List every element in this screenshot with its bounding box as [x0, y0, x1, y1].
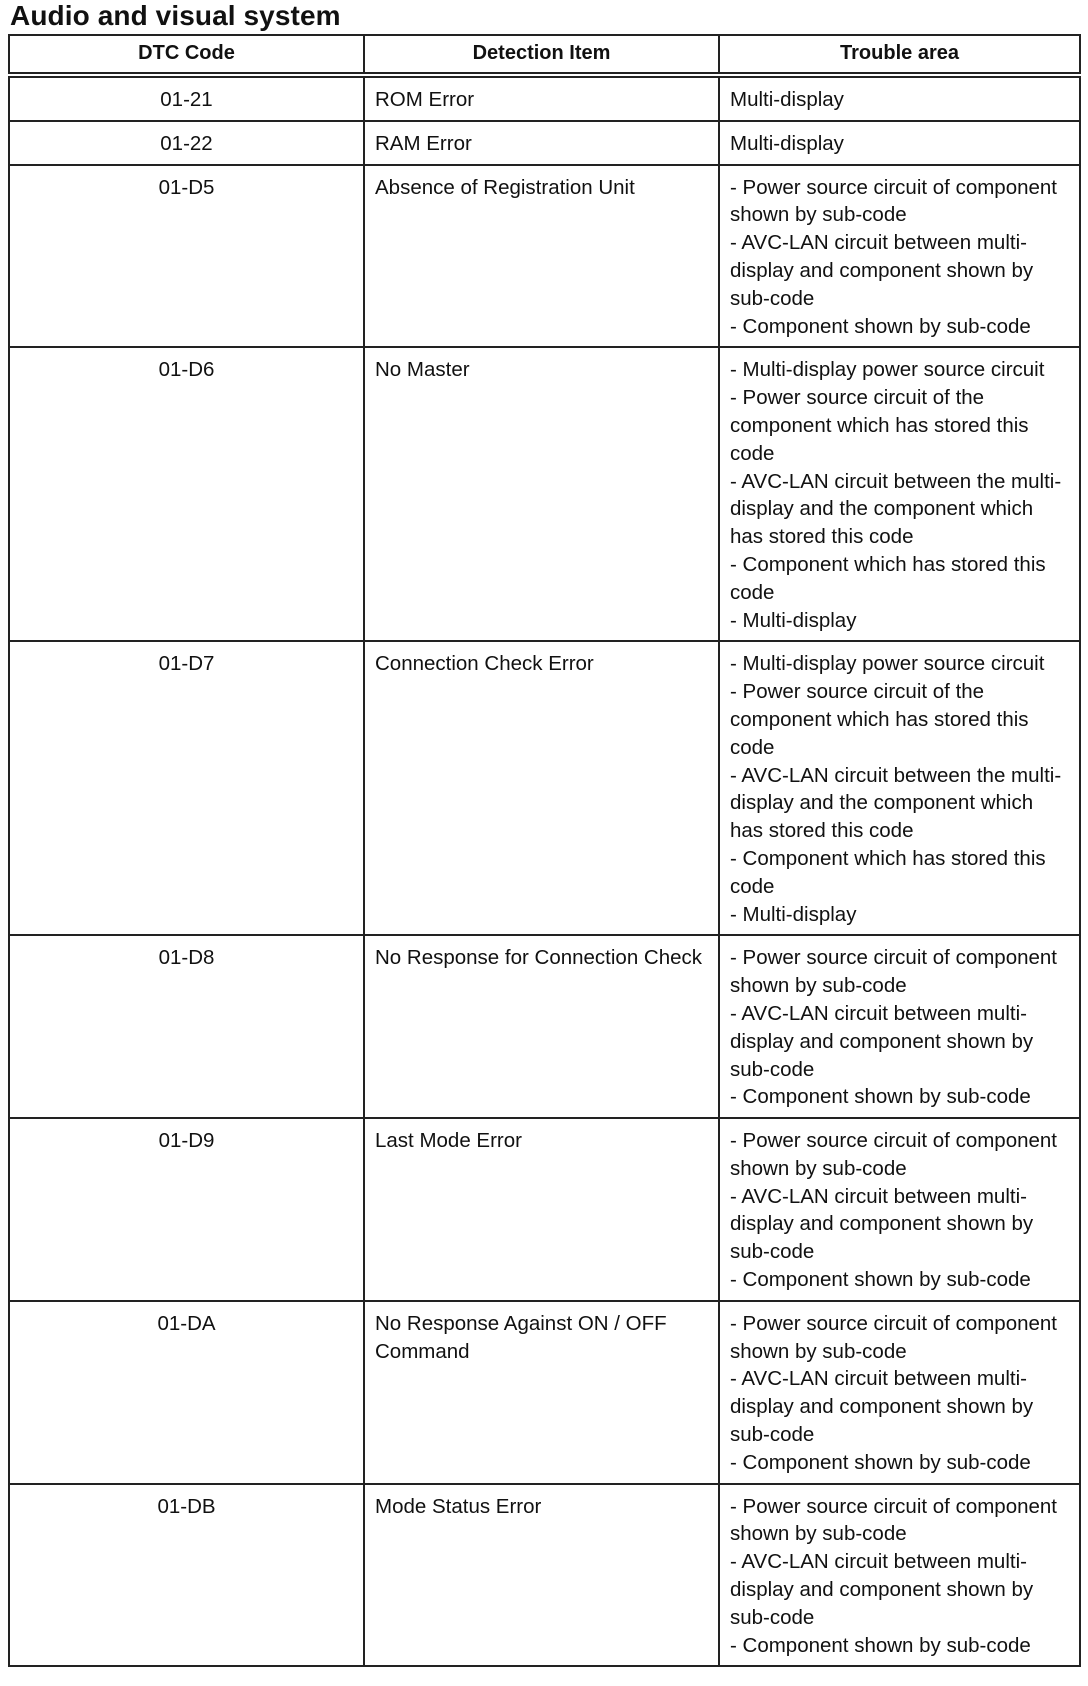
trouble-area-cell — [719, 121, 1080, 165]
table-row — [9, 121, 1080, 165]
dtc-code-cell: 01-21 — [9, 75, 364, 121]
header-detection-item: Detection Item — [364, 35, 719, 75]
dtc-code-cell: 01-D5 — [9, 165, 364, 348]
trouble-area-entry: - Component which has stored this code — [730, 846, 1046, 898]
trouble-area-entry: - Component shown by sub-code — [730, 1085, 1031, 1109]
trouble-area-entry: Multi-display — [730, 88, 844, 111]
dtc-code-cell: 01-D9 — [9, 1118, 364, 1301]
trouble-area-entry: - Power source circuit of component shown by sub-code — [730, 175, 1057, 227]
trouble-area-entry: - Component which has stored this code — [730, 552, 1046, 604]
trouble-area-entry: - Multi-display power source circuit — [730, 652, 1045, 676]
table-row — [9, 1301, 1080, 1484]
table-row — [9, 935, 1080, 1118]
trouble-area-entry: - Multi-display power source circuit — [730, 358, 1045, 382]
trouble-area-entry: - AVC-LAN circuit between the multi-display and the component which has stored this code — [730, 763, 1062, 843]
trouble-area-entry: - AVC-LAN circuit between multi-display and component shown by sub-code — [730, 1184, 1034, 1264]
trouble-area-cell — [719, 1118, 1080, 1301]
trouble-area-entry: - Power source circuit of the component which has stored this code — [730, 680, 1029, 759]
trouble-area-entry: - AVC-LAN circuit between multi-display and component shown by sub-code — [730, 1001, 1034, 1081]
trouble-area-entry: - AVC-LAN circuit between the multi-display and the component which has stored this code — [730, 469, 1062, 549]
detection-item-cell: No Response for Connection Check — [364, 935, 719, 1118]
trouble-area-entry: Multi-display — [730, 131, 844, 155]
trouble-area-entry: - Component shown by sub-code — [730, 1268, 1031, 1292]
trouble-area-entry: - Component shown by sub-code — [730, 1450, 1031, 1474]
dtc-table — [8, 34, 1081, 1667]
trouble-area-cell — [719, 1301, 1080, 1484]
detection-item-cell: RAM Error — [364, 121, 719, 165]
header-trouble-area: Trouble area — [719, 35, 1080, 75]
trouble-area-entry: - Component shown by sub-code — [730, 1633, 1031, 1657]
dtc-code-cell: 01-DA — [9, 1301, 364, 1484]
detection-item-cell: No Master — [364, 347, 719, 641]
table-row — [9, 165, 1080, 348]
dtc-code-cell: 01-D8 — [9, 935, 364, 1118]
dtc-code-cell: 01-DB — [9, 1484, 364, 1667]
table-row — [9, 75, 1080, 121]
trouble-area-entry: - Multi-display — [730, 902, 857, 926]
trouble-area-entry: - Power source circuit of component shown by sub-code — [730, 1129, 1057, 1180]
trouble-area-entry: - Power source circuit of component shown by sub-code — [730, 1494, 1057, 1546]
dtc-code-cell: 01-D6 — [9, 347, 364, 641]
table-row — [9, 1484, 1080, 1667]
detection-item-cell: Last Mode Error — [364, 1118, 719, 1301]
table-row — [9, 641, 1080, 935]
trouble-area-entry: - AVC-LAN circuit between multi-display and component shown by sub-code — [730, 231, 1034, 310]
trouble-area-cell — [719, 1484, 1080, 1667]
table-body — [9, 75, 1080, 1666]
trouble-area-entry: - AVC-LAN circuit between multi-display and component shown by sub-code — [730, 1550, 1034, 1629]
page-title: Audio and visual system — [10, 0, 341, 31]
detection-item-cell: ROM Error — [364, 75, 719, 121]
trouble-area-cell — [719, 165, 1080, 348]
trouble-area-entry: - Multi-display — [730, 608, 857, 632]
trouble-area-cell — [719, 935, 1080, 1118]
dtc-code-cell: 01-D7 — [9, 641, 364, 935]
trouble-area-entry: - Power source circuit of component shown by sub-code — [730, 946, 1057, 998]
trouble-area-entry: - Power source circuit of component shown by sub-code — [730, 1311, 1057, 1363]
trouble-area-cell — [719, 347, 1080, 641]
header-dtc-code: DTC Code — [9, 35, 364, 75]
table-row — [9, 1118, 1080, 1301]
detection-item-cell: Connection Check Error — [364, 641, 719, 935]
table-header — [9, 35, 1080, 75]
header-row — [9, 35, 1080, 75]
detection-item-cell: Mode Status Error — [364, 1484, 719, 1667]
trouble-area-cell — [719, 641, 1080, 935]
trouble-area-entry: - AVC-LAN circuit between multi-display and component shown by sub-code — [730, 1367, 1034, 1447]
table-row — [9, 347, 1080, 641]
trouble-area-entry: - Component shown by sub-code — [730, 314, 1031, 338]
detection-item-cell: Absence of Registration Unit — [364, 165, 719, 348]
trouble-area-cell — [719, 75, 1080, 121]
detection-item-cell: No Response Against ON / OFF Command — [364, 1301, 719, 1484]
trouble-area-entry: - Power source circuit of the component which has stored this code — [730, 386, 1029, 465]
dtc-code-cell: 01-22 — [9, 121, 364, 165]
